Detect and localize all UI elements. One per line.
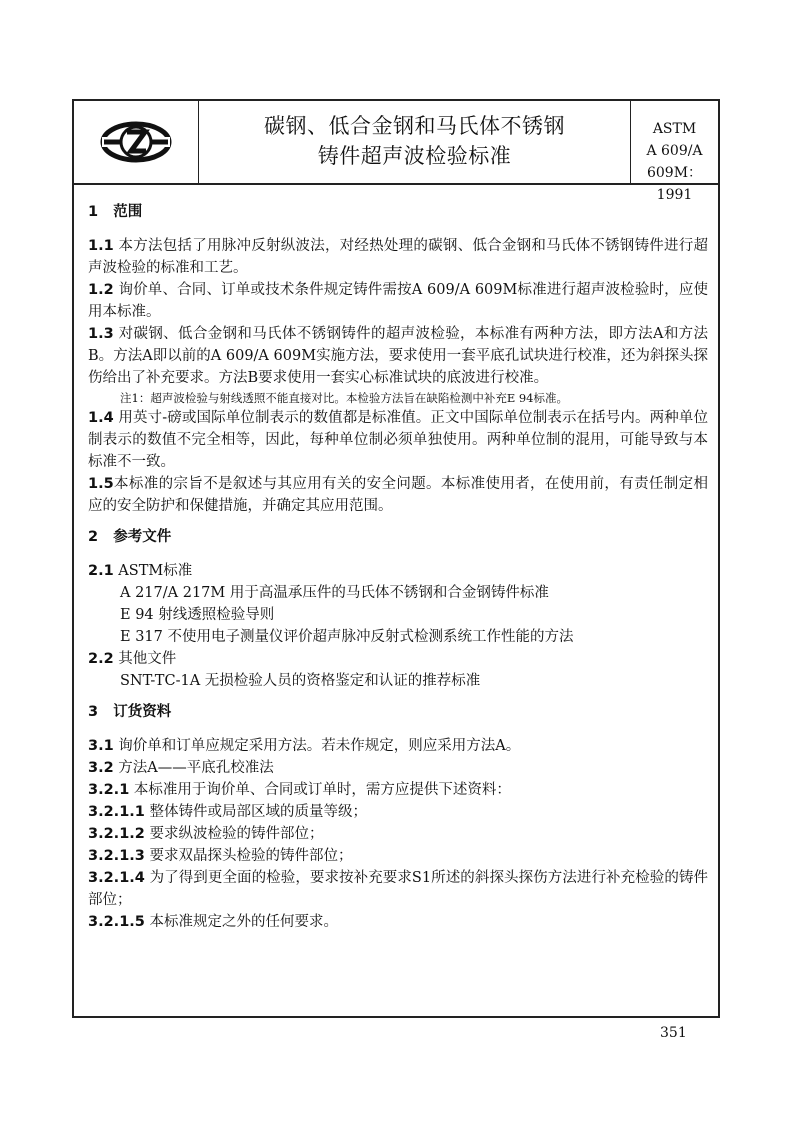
paragraph-1-2: 1.2 询价单、合同、订单或技术条件规定铸件需按A 609/A 609M标准进行超声波检验时，应使用本标准。: [88, 282, 708, 320]
reference-item: E 94 射线透照检验导则: [120, 607, 275, 623]
page-number: 351: [660, 1025, 687, 1041]
title-line-1: 碳钢、低合金钢和马氏体不锈钢: [264, 114, 565, 138]
paragraph-3-2-1-2: 3.2.1.2 要求纵波检验的铸件部位；: [88, 826, 324, 842]
paragraph-1-1: 1.1 本方法包括了用脉冲反射纵波法，对经热处理的碳钢、低合金钢和马氏体不锈钢铸件进行超声波检验的标准和工艺。: [88, 238, 709, 276]
publisher-logo-icon: [100, 115, 172, 169]
page-frame: [72, 99, 720, 1018]
paragraph-1-4: 1.4 用英寸-磅或国际单位制表示的数值都是标准值。正文中国际单位制表示在括号内。两种单位制表示的数值不完全相等，因此，每种单位制必须单独使用。两种单位制的混用，可能导致与本标准不一致。: [88, 410, 708, 470]
paragraph-3-2-1-1: 3.2.1.1 整体铸件或局部区域的质量等级；: [88, 804, 367, 820]
paragraph-2-1: 2.1 ASTM标准: [88, 563, 193, 579]
paragraph-1-5: 1.5本标准的宗旨不是叙述与其应用有关的安全问题。本标准使用者，在使用前，有责任制定相应的安全防护和保健措施，并确定其应用范围。: [88, 476, 708, 514]
paragraph-3-2: 3.2 方法A——平底孔校准法: [88, 760, 274, 776]
note-1: 注1：超声波检验与射线透照不能直接对比。本检验方法旨在缺陷检测中补充E 94标准。: [120, 391, 568, 405]
title-line-2: 铸件超声波检验标准: [317, 144, 512, 168]
reference-item: A 217/A 217M 用于高温承压件的马氏体不锈钢和合金钢铸件标准: [120, 585, 549, 601]
paragraph-3-2-1-5: 3.2.1.5 本标准规定之外的任何要求。: [88, 914, 338, 930]
document-title: [199, 101, 631, 183]
paragraph-3-2-1-4: 3.2.1.4 为了得到更全面的检验，要求按补充要求S1所述的斜探头探伤方法进行补充检验的铸件部位；: [88, 870, 709, 908]
standard-org: ASTM: [652, 121, 697, 137]
reference-item: SNT-TC-1A 无损检验人员的资格鉴定和认证的推荐标准: [120, 673, 481, 689]
section-heading-1: 1 范围: [88, 204, 143, 220]
reference-item: E 317 不使用电子测量仪评价超声脉冲反射式检测系统工作性能的方法: [120, 629, 574, 645]
logo-cell: [74, 101, 199, 183]
paragraph-2-2: 2.2 其他文件: [88, 651, 177, 667]
section-heading-3: 3 订货资料: [88, 704, 172, 720]
document-body: [88, 201, 708, 933]
paragraph-3-2-1: 3.2.1 本标准用于询价单、合同或订单时，需方应提供下述资料：: [88, 782, 511, 798]
header-table: [74, 101, 718, 203]
standard-number: A 609/A 609M：1991: [646, 143, 703, 203]
standard-designation: [631, 101, 718, 203]
paragraph-3-2-1-3: 3.2.1.3 要求双晶探头检验的铸件部位；: [88, 848, 353, 864]
section-heading-2: 2 参考文件: [88, 529, 172, 545]
paragraph-3-1: 3.1 询价单和订单应规定采用方法。若未作规定，则应采用方法A。: [88, 738, 521, 754]
paragraph-1-3: 1.3 对碳钢、低合金钢和马氏体不锈钢铸件的超声波检验，本标准有两种方法，即方法A和方法B。方法A即以前的A 609/A 609M实施方法，要求使用一套平底孔试块进行校准，还为斜探头探伤给出了补充要求。方法B要求使用一套实心标准试块的底波进行校准。: [88, 326, 708, 386]
